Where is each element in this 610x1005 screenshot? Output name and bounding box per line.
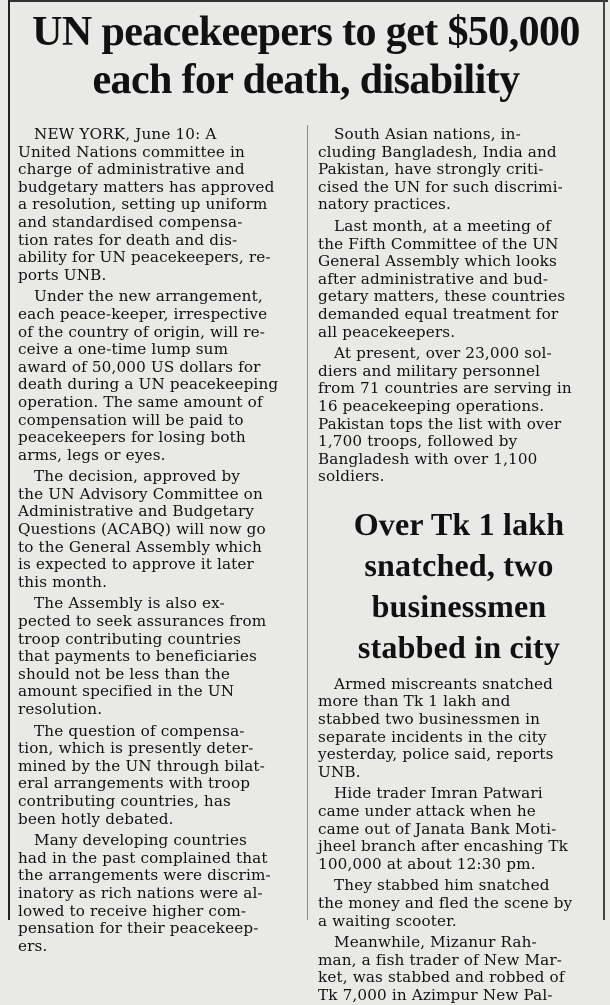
second-article-body bbox=[318, 676, 600, 1005]
left-border bbox=[8, 0, 10, 920]
text-line: resolution. bbox=[18, 700, 103, 718]
second-headline-line: stabbed in city bbox=[357, 628, 561, 665]
article-paragraph bbox=[18, 595, 302, 718]
text-line: this month. bbox=[18, 572, 108, 591]
text-line: operation. The same amount of bbox=[18, 392, 263, 411]
text-line: peacekeepers for losing both bbox=[18, 428, 246, 447]
text-line: South Asian nations, in- bbox=[334, 125, 521, 143]
text-line: ability for UN peacekeepers, re- bbox=[18, 248, 271, 267]
article-paragraph bbox=[318, 934, 600, 1004]
text-line: award of 50,000 US dollars for bbox=[18, 357, 261, 376]
text-line: Hide trader Imran Patwari bbox=[334, 784, 543, 803]
text-line: getary matters, these countries bbox=[318, 287, 566, 306]
text-line: Last month, at a meeting of bbox=[334, 216, 552, 235]
article-paragraph bbox=[18, 288, 302, 464]
right-article-column bbox=[318, 126, 600, 1005]
text-line: all peacekeepers. bbox=[318, 322, 456, 341]
text-line: the money and fled the scene by bbox=[318, 894, 573, 912]
text-line: more than Tk 1 lakh and bbox=[318, 692, 511, 711]
article-paragraph bbox=[18, 126, 302, 284]
right-border bbox=[603, 0, 605, 920]
text-line: stabbed two businessmen in bbox=[318, 710, 541, 729]
article-paragraph bbox=[318, 676, 600, 782]
text-line: man, a fish trader of New Mar- bbox=[318, 950, 563, 969]
text-line: each peace-keeper, irrespective bbox=[18, 304, 268, 323]
text-line: came under attack when he bbox=[318, 802, 536, 821]
article-paragraph bbox=[318, 126, 600, 214]
text-line: demanded equal treatment for bbox=[318, 304, 559, 323]
article-paragraph bbox=[318, 785, 600, 873]
text-line: At present, over 23,000 sol- bbox=[334, 344, 552, 363]
text-line: inatory as rich nations were al- bbox=[18, 883, 263, 902]
left-article-column bbox=[18, 126, 302, 955]
text-line: to the General Assembly which bbox=[18, 537, 262, 556]
text-line: pected to seek assurances from bbox=[18, 612, 267, 631]
text-line: separate incidents in the city bbox=[318, 727, 547, 746]
text-line: a resolution, setting up uniform bbox=[18, 195, 268, 214]
text-line: natory practices. bbox=[318, 195, 451, 214]
article-paragraph bbox=[18, 832, 302, 955]
text-line: tion rates for death and dis- bbox=[18, 230, 238, 249]
text-line: ceive a one-time lump sum bbox=[18, 340, 229, 359]
text-line: been hotly debated. bbox=[18, 809, 174, 828]
text-line: 1,700 troops, followed by bbox=[318, 432, 518, 451]
article-paragraph bbox=[318, 877, 600, 930]
text-line: UNB. bbox=[318, 762, 361, 781]
text-line: Pakistan tops the list with over bbox=[318, 414, 562, 433]
top-border bbox=[8, 0, 608, 2]
text-line: Pakistan, have strongly criti- bbox=[318, 160, 544, 179]
article-paragraph bbox=[318, 345, 600, 486]
second-headline-line: businessmen bbox=[371, 587, 547, 624]
text-line: is expected to approve it later bbox=[18, 555, 254, 574]
second-headline-line: snatched, two bbox=[364, 546, 554, 583]
text-line: diers and military personnel bbox=[318, 361, 541, 380]
text-line: 16 peacekeeping operations. bbox=[318, 396, 545, 415]
text-line: and standardised compensa- bbox=[18, 212, 243, 231]
headline-line: each for death, disability bbox=[92, 57, 520, 103]
text-line: Tk 7,000 in Azimpur New Pal- bbox=[318, 985, 553, 1004]
column-divider bbox=[307, 125, 308, 920]
text-line: pensation for their peacekeep- bbox=[18, 919, 259, 938]
text-line: The question of compensa- bbox=[34, 721, 245, 740]
text-line: tion, which is presently deter- bbox=[18, 739, 254, 758]
text-line: came out of Janata Bank Moti- bbox=[318, 819, 557, 838]
text-line: soldiers. bbox=[318, 467, 385, 486]
text-line: cluding Bangladesh, India and bbox=[318, 142, 557, 161]
text-line: from 71 countries are serving in bbox=[318, 379, 572, 398]
article-paragraph bbox=[18, 468, 302, 591]
text-line: Questions (ACABQ) will now go bbox=[18, 520, 266, 539]
text-line: yesterday, police said, reports bbox=[318, 745, 554, 764]
text-line: Meanwhile, Mizanur Rah- bbox=[334, 933, 537, 952]
text-line: Armed miscreants snatched bbox=[334, 674, 554, 693]
text-line: The Assembly is also ex- bbox=[34, 594, 225, 613]
text-line: lowed to receive higher com- bbox=[18, 901, 247, 920]
text-line: had in the past complained that bbox=[18, 848, 268, 867]
text-line: General Assembly which looks bbox=[318, 252, 557, 271]
text-line: Bangladesh with over 1,100 bbox=[318, 449, 538, 468]
text-line: arms, legs or eyes. bbox=[18, 445, 166, 464]
text-line: The decision, approved by bbox=[34, 467, 241, 486]
text-line: amount specified in the UN bbox=[18, 682, 235, 701]
text-line: of the country of origin, will re- bbox=[18, 322, 266, 341]
text-line: They stabbed him snatched bbox=[334, 876, 550, 895]
text-line: ers. bbox=[18, 936, 48, 955]
text-line: the arrangements were discrim- bbox=[18, 866, 271, 885]
text-line: should not be less than the bbox=[18, 664, 231, 683]
text-line: Administrative and Budgetary bbox=[18, 502, 255, 521]
text-line: ports UNB. bbox=[18, 265, 107, 284]
text-line: after administrative and bud- bbox=[318, 269, 549, 288]
text-line: cised the UN for such discrimi- bbox=[318, 177, 563, 196]
headline-line: UN peacekeepers to get $50,000 bbox=[32, 9, 580, 55]
text-line: troop contributing countries bbox=[18, 629, 242, 648]
second-headline bbox=[318, 504, 600, 668]
text-line: compensation will be paid to bbox=[18, 410, 244, 429]
article-paragraph bbox=[318, 218, 600, 341]
text-line: contributing countries, has bbox=[18, 791, 231, 810]
text-line: NEW YORK, June 10: A bbox=[34, 125, 217, 143]
text-line: mined by the UN through bilat- bbox=[18, 756, 265, 775]
text-line: a waiting scooter. bbox=[318, 911, 457, 930]
text-line: budgetary matters has approved bbox=[18, 177, 275, 196]
text-line: the Fifth Committee of the UN bbox=[318, 234, 559, 253]
text-line: Under the new arrangement, bbox=[34, 287, 263, 306]
text-line: jheel branch after encashing Tk bbox=[318, 837, 569, 856]
text-line: the UN Advisory Committee on bbox=[18, 484, 263, 503]
main-article-continuation bbox=[318, 126, 600, 486]
second-headline-line: Over Tk 1 lakh bbox=[353, 505, 565, 542]
main-headline bbox=[12, 8, 600, 104]
article-paragraph bbox=[18, 723, 302, 829]
text-line: Many developing countries bbox=[34, 831, 247, 850]
text-line: death during a UN peacekeeping bbox=[18, 375, 279, 394]
text-line: ket, was stabbed and robbed of bbox=[318, 968, 565, 987]
text-line: 100,000 at about 12:30 pm. bbox=[318, 854, 536, 873]
text-line: United Nations committee in bbox=[18, 142, 245, 161]
text-line: charge of administrative and bbox=[18, 160, 245, 179]
text-line: that payments to beneficiaries bbox=[18, 647, 257, 666]
text-line: eral arrangements with troop bbox=[18, 774, 251, 793]
